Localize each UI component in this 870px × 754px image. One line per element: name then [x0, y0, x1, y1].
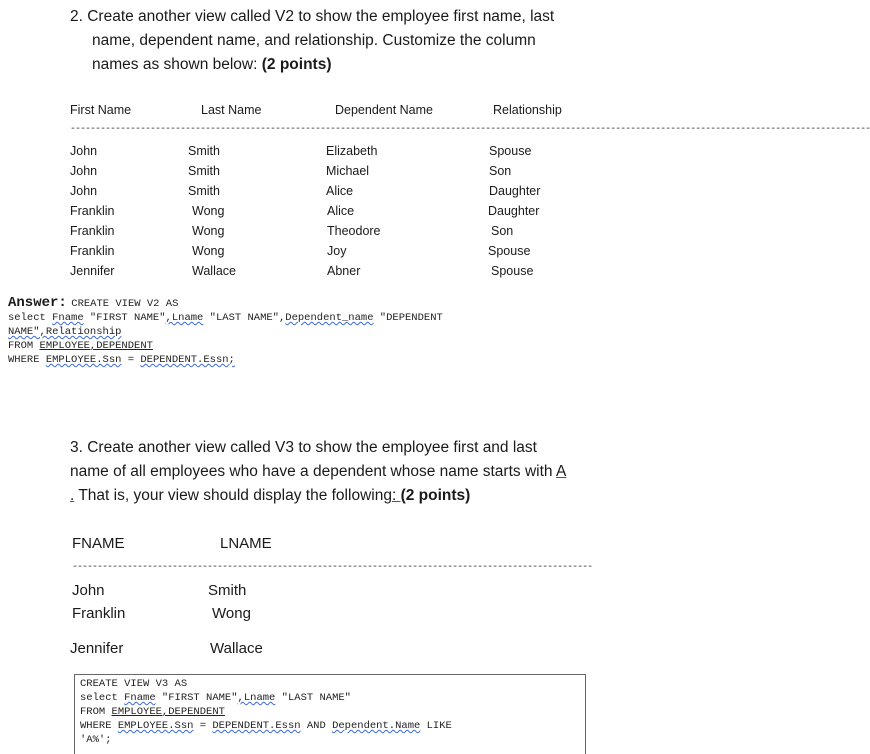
code-token: "LAST NAME": [275, 692, 351, 704]
answer-2-line-1: [8, 293, 178, 311]
code-token: FROM: [8, 340, 40, 352]
question-2-line-1: 2. Create another view called V2 to show the employee first name, last: [70, 8, 555, 25]
code-token: LIKE: [420, 720, 452, 732]
code-token: select: [8, 312, 53, 324]
table-2-cell: Alice: [327, 204, 355, 218]
table-2-cell: Spouse: [489, 144, 532, 158]
table-2-cell: Smith: [188, 164, 220, 178]
code-token: EMPLOYEE,DEPENDENT: [39, 340, 153, 352]
table-2-cell: Spouse: [491, 264, 534, 278]
table-3-header-fname: FNAME: [72, 535, 125, 552]
table-2-cell: Joy: [327, 244, 347, 258]
table-3-cell: Wallace: [210, 640, 263, 657]
table-2-cell: John: [70, 144, 98, 158]
table-2-cell: Jennifer: [70, 264, 115, 278]
code-token: Dependent_name: [285, 312, 374, 324]
table-3-cell: Smith: [208, 582, 247, 599]
code-token: ,Lname: [165, 312, 204, 324]
code-token: =: [193, 720, 213, 732]
question-3-line-1: 3. Create another view called V3 to show the employee first and last: [70, 439, 537, 456]
code-token: ,Relationship: [39, 326, 122, 338]
code-token: Dependent.Name: [332, 720, 421, 732]
table-2-cell: Abner: [327, 264, 361, 278]
table-2-cell: Elizabeth: [326, 144, 378, 158]
table-2-header-first-name: First Name: [70, 103, 132, 117]
code-token: "DEPENDENT: [373, 312, 443, 324]
code-token: DEPENDENT.Essn;: [140, 354, 235, 366]
question-2-line-3: [92, 56, 331, 74]
code-token: WHERE: [8, 354, 46, 366]
table-2-header-relationship: Relationship: [493, 103, 562, 117]
table-3-cell: John: [72, 582, 105, 599]
table-2-cell: Daughter: [488, 204, 540, 218]
code-token: "LAST NAME",: [203, 312, 286, 324]
question-3-text: :: [391, 487, 401, 504]
table-3-cell: Wong: [212, 605, 251, 622]
table-2-cell: Wong: [192, 244, 225, 258]
table-2-cell: John: [70, 164, 98, 178]
code-token: EMPLOYEE.Ssn: [117, 720, 194, 732]
answer-3-line-1: CREATE VIEW V3 AS: [80, 678, 188, 690]
table-2-cell: Theodore: [327, 224, 381, 238]
answer-3-line-4: [80, 720, 452, 732]
question-3-line-3: [70, 487, 470, 505]
table-2-cell: Franklin: [70, 204, 115, 218]
question-3-points: (2 points): [400, 487, 471, 504]
code-token: WHERE: [80, 720, 118, 732]
table-2-cell: John: [70, 184, 98, 198]
question-2-line-2: name, dependent name, and relationship. Customize the column: [92, 32, 536, 49]
table-3-cell: Franklin: [72, 605, 126, 622]
code-token: "FIRST NAME": [83, 312, 166, 324]
table-2-header-dependent-name: Dependent Name: [335, 103, 433, 117]
code-token: FROM: [80, 706, 112, 718]
code-token: AND: [300, 720, 333, 732]
answer-3-line-3: [80, 706, 225, 718]
question-2-points: (2 points): [261, 56, 332, 73]
question-3-text: .: [70, 487, 75, 504]
table-2-divider: ----------------------------------------------------------------------------------------------------------------------------------------------------------------: [70, 124, 870, 135]
table-2-cell: Alice: [326, 184, 354, 198]
code-token: DEPENDENT.Essn: [212, 720, 301, 732]
table-2-header-last-name: Last Name: [201, 103, 262, 117]
answer-2-line-5: [8, 354, 235, 366]
table-2-cell: Wong: [192, 204, 225, 218]
code-token: NAME": [8, 326, 40, 338]
table-3-cell: Jennifer: [70, 640, 124, 657]
code-token: EMPLOYEE,DEPENDENT: [111, 706, 225, 718]
code-token: select: [80, 692, 125, 704]
answer-3-line-2: [80, 692, 351, 704]
question-2-line-3-text: names as shown below:: [92, 56, 262, 73]
code-token: EMPLOYEE.Ssn: [45, 354, 122, 366]
code-token: Fname: [124, 692, 156, 704]
code-token: Fname: [52, 312, 84, 324]
table-2-cell: Son: [489, 164, 512, 178]
code-token: ,Lname: [237, 692, 276, 704]
code-token: =: [121, 354, 141, 366]
question-3-text: That is, your view should display the following: [74, 487, 392, 504]
question-3-line-2: [70, 463, 566, 481]
table-2-cell: Franklin: [70, 224, 115, 238]
answer-2-line-3: [8, 326, 121, 338]
answer-2-line-2: [8, 312, 443, 324]
question-3-text: A: [555, 463, 567, 480]
table-2-cell: Son: [491, 224, 514, 238]
answer-label: Answer:: [8, 295, 67, 311]
table-3-divider: --------------------------------------------------------------------------------------------------------: [72, 562, 593, 573]
table-2-cell: Spouse: [488, 244, 531, 258]
table-2-cell: Wallace: [192, 264, 236, 278]
answer-2-code: CREATE VIEW V2 AS: [71, 298, 179, 310]
table-2-cell: Wong: [192, 224, 225, 238]
table-2-cell: Smith: [188, 144, 220, 158]
code-token: "FIRST NAME": [155, 692, 238, 704]
table-3-header-lname: LNAME: [220, 535, 272, 552]
answer-2-line-4: [8, 340, 153, 352]
table-2-cell: Michael: [326, 164, 370, 178]
question-3-text: name of all employees who have a dependent whose name starts with: [70, 463, 556, 480]
table-2-cell: Smith: [188, 184, 220, 198]
table-2-cell: Daughter: [489, 184, 541, 198]
answer-3-line-5: 'A%';: [80, 734, 112, 746]
table-2-cell: Franklin: [70, 244, 115, 258]
